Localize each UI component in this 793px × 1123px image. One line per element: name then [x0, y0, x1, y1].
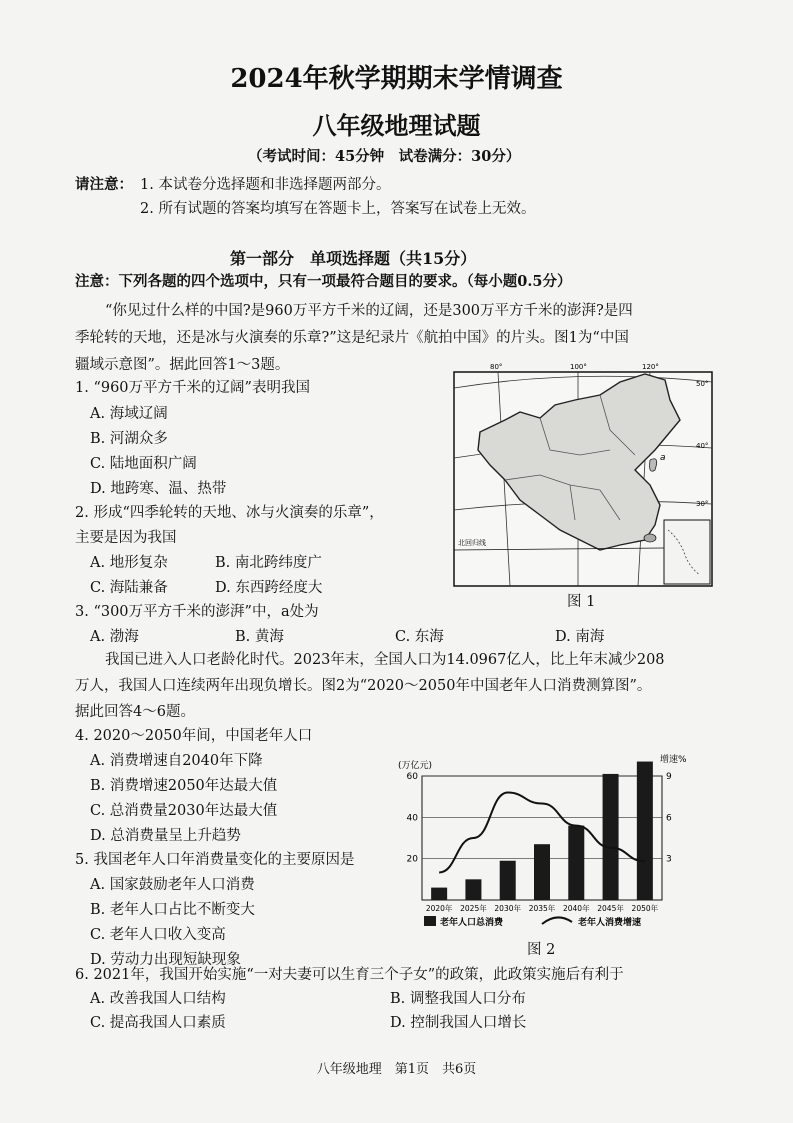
notice-1: 1. 本试卷分选择题和非选择题两部分。: [140, 177, 391, 193]
q3-option-c: C. 东海: [395, 629, 444, 645]
hainan-island: [644, 534, 656, 542]
chart-x-tick: 2050年: [631, 904, 659, 913]
section-instruction: 注意：下列各题的四个选项中，只有一项最符合题目的要求。（每小题0.5分）: [75, 273, 572, 290]
q6-option-b: B. 调整我国人口分布: [390, 991, 526, 1007]
chart-y-tick: 60: [406, 772, 418, 782]
q2-stem-1: 2. 形成“四季轮转的天地、冰与火演奏的乐章”，: [75, 505, 384, 521]
chart-caption: 图 2: [527, 942, 556, 958]
q5-option-b: B. 老年人口占比不断变大: [90, 902, 255, 918]
passage1-line1: “你见过什么样的中国?是960万平方千米的辽阔，还是300万平方千米的澎湃?是四: [105, 303, 633, 319]
q2-option-a: A. 地形复杂: [90, 555, 168, 571]
map-caption: 图 1: [567, 594, 596, 610]
q3-option-b: B. 黄海: [235, 629, 284, 645]
exam-subtitle: 八年级地理试题: [312, 112, 481, 140]
chart-y-label: (万亿元): [398, 761, 433, 771]
chart-x-tick: 2020年: [425, 904, 453, 913]
tropic-label: 北回归线: [458, 539, 486, 547]
q1-option-b: B. 河湖众多: [90, 431, 168, 447]
q4-option-b: B. 消费增速2050年达最大值: [90, 778, 278, 794]
q5-option-d: D. 劳动力出现短缺现象: [90, 952, 241, 968]
chart-x-tick: 2025年: [460, 904, 487, 913]
notice-2: 2. 所有试题的答案均填写在答题卡上，答案写在试卷上无效。: [140, 201, 536, 217]
chart-bar: [465, 879, 481, 900]
passage2-line1: 我国已进入人口老龄化时代。2023年末，全国人口为14.0967亿人，比上年末减少208: [105, 652, 665, 668]
passage1-line2: 季轮转的天地，还是冰与火演奏的乐章?”这是纪录片《航拍中国》的片头。图1为“中国: [75, 330, 629, 346]
q1-stem: 1. “960万平方千米的辽阔”表明我国: [75, 380, 310, 396]
chart-y-tick: 40: [406, 813, 418, 824]
q5-stem: 5. 我国老年人口年消费量变化的主要原因是: [75, 852, 355, 868]
chart-y2-tick: 9: [666, 772, 672, 782]
chart-bar: [500, 861, 516, 900]
q3-stem: 3. “300万平方千米的澎湃”中，a处为: [75, 604, 319, 620]
south-china-sea-inset: [664, 520, 710, 584]
chart-y2-label: 增速%: [660, 755, 687, 765]
passage2-line3: 据此回答4～6题。: [75, 704, 195, 720]
exam-title: 2024年秋学期期末学情调查: [230, 64, 563, 94]
q6-option-d: D. 控制我国人口增长: [390, 1015, 527, 1031]
chart-bar: [637, 762, 653, 900]
q2-option-d: D. 东西跨经度大: [215, 580, 323, 596]
china-territory-map: [450, 360, 715, 610]
page-footer: 八年级地理 第1页 共6页: [316, 1062, 477, 1077]
q5-option-c: C. 老年人口收入变高: [90, 927, 226, 943]
notice-label: 请注意：: [75, 176, 133, 193]
q1-option-a: A. 海域辽阔: [90, 406, 168, 422]
chart-bar: [534, 844, 550, 900]
lat-30-label: 30°: [696, 500, 709, 508]
q3-option-d: D. 南海: [555, 629, 605, 645]
elderly-consumption-chart: [392, 740, 712, 940]
chart-y2-tick: 3: [666, 854, 672, 865]
q2-option-b: B. 南北跨纬度广: [215, 555, 322, 571]
legend-line-label: 老年人消费增速: [578, 918, 642, 928]
passage2-line2: 万人，我国人口连续两年出现负增长。图2为“2020～2050年中国老年人口消费测算图”。: [75, 678, 652, 694]
chart-bar: [603, 774, 619, 900]
q2-stem-2: 主要是因为我国: [75, 530, 177, 546]
lon-80-label: 80°: [490, 363, 503, 371]
q6-option-a: A. 改善我国人口结构: [90, 991, 226, 1007]
q2-option-c: C. 海陆兼备: [90, 580, 168, 596]
q1-option-c: C. 陆地面积广阔: [90, 456, 197, 472]
q6-option-c: C. 提高我国人口素质: [90, 1015, 226, 1031]
q4-option-d: D. 总消费量呈上升趋势: [90, 828, 241, 844]
chart-x-tick: 2045年: [597, 904, 624, 913]
point-a-label: a: [660, 453, 666, 463]
q1-option-d: D. 地跨寒、温、热带: [90, 481, 227, 497]
legend-bar-label: 老年人口总消费: [440, 918, 504, 928]
q5-option-a: A. 国家鼓励老年人口消费: [90, 877, 255, 893]
chart-x-tick: 2035年: [528, 904, 556, 913]
lat-40-label: 40°: [696, 442, 709, 450]
chart-x-tick: 2030年: [494, 904, 522, 913]
legend-bar-swatch: [424, 916, 436, 926]
lon-120-label: 120°: [642, 363, 659, 371]
q3-option-a: A. 渤海: [90, 629, 139, 645]
legend-line-swatch: [542, 917, 572, 924]
chart-x-tick: 2040年: [562, 904, 590, 913]
chart-bar: [431, 888, 447, 900]
chart-y-tick: 20: [406, 854, 418, 865]
lon-100-label: 100°: [570, 363, 587, 371]
lat-50-label: 50°: [696, 380, 709, 388]
q4-option-a: A. 消费增速自2040年下降: [90, 753, 263, 769]
section-title: 第一部分 单项选择题（共15分）: [230, 249, 477, 268]
q4-option-c: C. 总消费量2030年达最大值: [90, 803, 278, 819]
bohai-sea: [650, 459, 657, 472]
q4-stem: 4. 2020～2050年间，中国老年人口: [75, 728, 313, 744]
q6-stem: 6. 2021年，我国开始实施“一对夫妻可以生育三个子女”的政策，此政策实施后有利于: [75, 967, 624, 983]
exam-info: （考试时间：45分钟 试卷满分：30分）: [248, 148, 521, 165]
passage1-line3: 疆域示意图”。据此回答1～3题。: [75, 357, 290, 373]
chart-bar: [568, 826, 584, 900]
chart-y2-tick: 6: [666, 813, 672, 824]
